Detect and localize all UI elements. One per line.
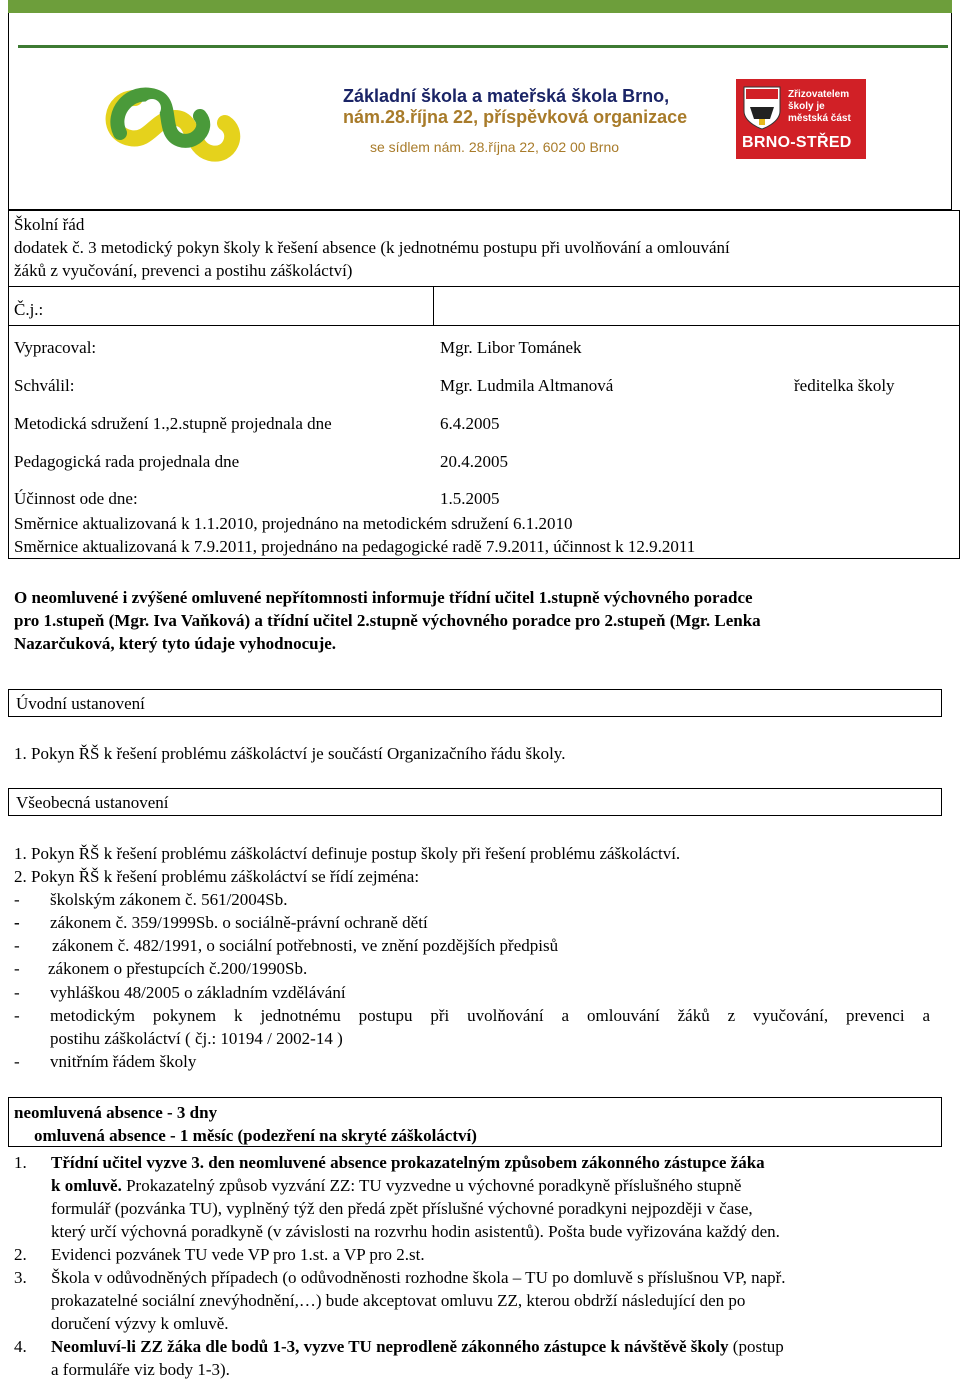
- step-3-line1: Škola v odůvodněných případech (o odůvodněnosti rozhodne škola – TU po domluvě s příslušnou VP, např.: [51, 1268, 786, 1287]
- school-seat: se sídlem nám. 28.října 22, 602 00 Brno: [370, 139, 620, 155]
- step-1-lead-end: k omluvě.: [51, 1176, 122, 1195]
- step-number: 2.: [14, 1245, 27, 1264]
- section-heading-general-text: Všeobecná ustanovení: [16, 793, 169, 812]
- section-heading-intro: [8, 689, 942, 717]
- step-1-detail: Prokazatelný způsob vyzvání ZZ: TU vyzvedne u výchovné poradkyně příslušného stupně: [121, 1176, 742, 1195]
- step-1-line2: [51, 1174, 741, 1197]
- method-label: Metodická sdružení 1.,2.stupně projednala dne: [14, 414, 332, 433]
- responsibility-line2: pro 1.stupeň (Mgr. Iva Vaňková) a třídní učitel 2.stupně výchovného poradce pro 2.stupeň (Mgr. Lenka: [14, 611, 761, 630]
- step-number: 1.: [14, 1153, 27, 1172]
- prepared-label: Vypracoval:: [14, 338, 97, 357]
- law-item: vyhláškou 48/2005 o základním vzdělávání: [50, 983, 346, 1002]
- law-item: školským zákonem č. 561/2004Sb.: [50, 890, 288, 909]
- step-3-line3: doručení výzvy k omluvě.: [51, 1314, 229, 1333]
- law-dash: -: [14, 890, 20, 909]
- law-item: vnitřním řádem školy: [50, 1052, 197, 1071]
- law-dash: -: [14, 936, 20, 955]
- prepared-value: Mgr. Libor Tománek: [440, 338, 582, 357]
- school-name-line2: nám.28.října 22, příspěvková organizace: [343, 107, 688, 127]
- effective-value: 1.5.2005: [440, 489, 500, 508]
- table-rule: [8, 325, 960, 326]
- law-item: zákonem č. 482/1991, o sociální potřebnosti, ve znění pozdějších předpisů: [52, 936, 559, 955]
- approved-label: Schválil:: [14, 376, 75, 395]
- law-dash: -: [14, 913, 20, 932]
- approved-value: Mgr. Ludmila Altmanová: [440, 376, 614, 395]
- general-item-1: 1. Pokyn ŘŠ k řešení problému záškoláctví definuje postup školy při řešení problému záškoláctví.: [14, 844, 681, 863]
- school-logo-icon: [100, 78, 250, 178]
- intro-item-1: 1. Pokyn ŘŠ k řešení problému záškoláctví je součástí Organizačního řádu školy.: [14, 744, 566, 763]
- law-item: zákonem č. 359/1999Sb. o sociálně-právní ochraně dětí: [50, 913, 428, 932]
- document-title: [14, 213, 730, 282]
- responsibility-line1: O neomluvené i zvýšené omluvené nepřítomnosti informuje třídní učitel 1.stupně výchovného poradce: [14, 588, 753, 607]
- law-item-cont: postihu záškoláctví ( čj.: 10194 / 2002-14 ): [50, 1029, 343, 1048]
- step-3-line2: prokazatelné sociální znevýhodnění,…) bude akceptovat omluvu ZZ, kterou obdrží následující den po: [51, 1291, 746, 1310]
- approved-role: ředitelka školy: [794, 376, 895, 395]
- header-rule: [18, 45, 948, 48]
- update-note-2: Směrnice aktualizovaná k 7.9.2011, projednáno na pedagogické radě 7.9.2011, účinnost k 12.9.2011: [14, 537, 696, 556]
- step-number: 3.: [14, 1268, 27, 1287]
- section-heading-general: [8, 788, 942, 816]
- responsibility-note: [14, 586, 761, 655]
- step-4-lead: Neomluví-li ZZ žáka dle bodů 1-3, vyzve TU neprodleně zákonného zástupce k návštěvě školy: [51, 1337, 729, 1356]
- step-number: 4.: [14, 1337, 27, 1356]
- founder-badge: [736, 79, 866, 159]
- absence-excused: omluvená absence - 1 měsíc (podezření na skryté záškoláctví): [34, 1126, 477, 1145]
- step-1-lead: Třídní učitel vyzve 3. den neomluvené absence prokazatelným způsobem zákonného zástupce žáka: [51, 1153, 765, 1172]
- section-heading-intro-text: Úvodní ustanovení: [16, 694, 145, 713]
- school-name: [343, 86, 687, 128]
- ped-label: Pedagogická rada projednala dne: [14, 452, 240, 471]
- table-rule: [8, 286, 960, 287]
- update-note-1: Směrnice aktualizovaná k 1.1.2010, projednáno na metodickém sdružení 6.1.2010: [14, 514, 573, 533]
- law-dash: -: [14, 983, 20, 1002]
- coat-of-arms-icon: [742, 85, 782, 131]
- step-2: Evidenci pozvánek TU vede VP pro 1.st. a VP pro 2.st.: [51, 1245, 425, 1264]
- absence-unexcused: neomluvená absence - 3 dny: [14, 1103, 218, 1122]
- header-band: [8, 0, 952, 13]
- badge-bottom: BRNO-STŘED: [742, 134, 852, 151]
- general-item-2: 2. Pokyn ŘŠ k řešení problému záškoláctví se řídí zejména:: [14, 867, 420, 886]
- responsibility-line3: Nazarčuková, který tyto údaje vyhodnocuje.: [14, 634, 337, 653]
- step-1-line4: který určí výchovná poradkyně (v závislosti na rozvrhu hodin asistentů). Pošta bude vyřizována každý den.: [51, 1222, 780, 1241]
- title-line2: dodatek č. 3 metodický pokyn školy k řešení absence (k jednotnému postupu při uvolňování a omlouvání: [14, 238, 730, 257]
- law-dash: -: [14, 1006, 20, 1025]
- badge-line3: městská část: [788, 113, 851, 124]
- step-4-detail: (postup: [728, 1337, 784, 1356]
- ped-value: 20.4.2005: [440, 452, 508, 471]
- cj-label: Č.j.:: [14, 300, 44, 319]
- law-item: metodickým pokynem k jednotnému postupu při uvolňování a omlouvání žáků z vyučování, prevenci a: [50, 1006, 930, 1025]
- law-dash: -: [14, 1052, 20, 1071]
- school-name-line1: Základní škola a mateřská škola Brno,: [343, 86, 670, 106]
- table-divider: [433, 286, 434, 326]
- badge-line1: Zřizovatelem: [788, 89, 850, 100]
- title-line1: Školní řád: [14, 215, 85, 234]
- title-line3: žáků z vyučování, prevenci a postihu záškoláctví): [14, 261, 353, 280]
- law-dash: -: [14, 959, 20, 978]
- method-value: 6.4.2005: [440, 414, 500, 433]
- step-4-line1: [51, 1335, 784, 1358]
- badge-line2: školy je: [788, 101, 825, 112]
- step-4-line2: a formuláře viz body 1-3).: [51, 1360, 230, 1379]
- badge-text: [788, 89, 851, 125]
- step-1-line3: formulář (pozvánka TU), vyplněný týž den předá zpět příslušné výchovné poradkyni nejpozději v čase,: [51, 1199, 753, 1218]
- effective-label: Účinnost ode dne:: [14, 489, 138, 508]
- law-item: zákonem o přestupcích č.200/1990Sb.: [48, 959, 308, 978]
